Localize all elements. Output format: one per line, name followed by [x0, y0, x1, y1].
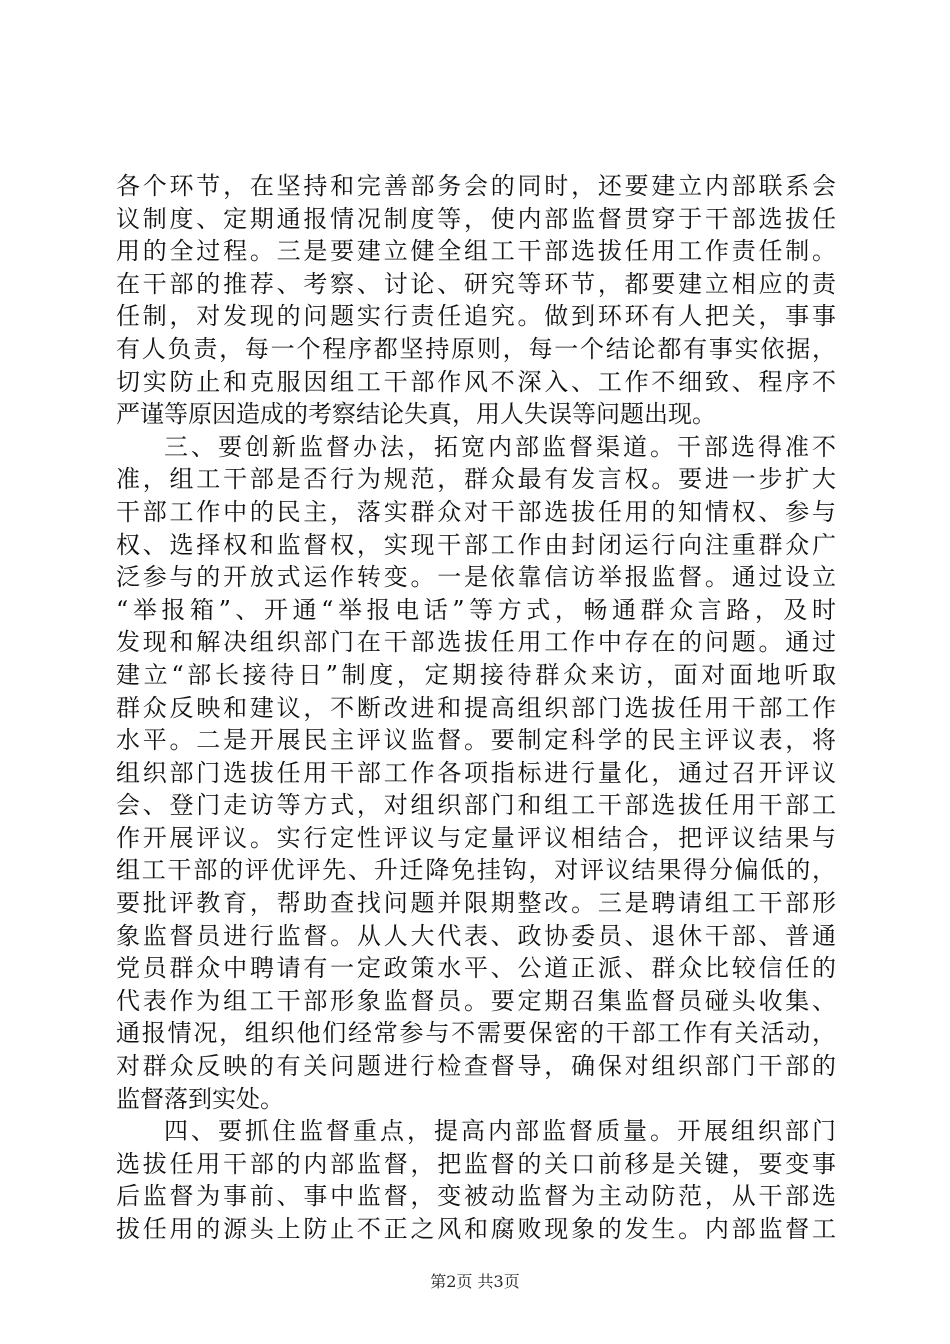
text-line: 代表作为组工干部形象监督员。要定期召集监督员碰头收集、: [116, 986, 836, 1015]
text-line: 通报情况，组织他们经常参与不需要保密的干部工作有关活动，: [116, 1019, 836, 1048]
text-line: 建立“部长接待日”制度，定期接待群众来访，面对面地听取: [116, 660, 836, 689]
text-line: 任制，对发现的问题实行责任追究。做到环环有人把关，事事: [116, 302, 836, 331]
text-line: 在干部的推荐、考察、讨论、研究等环节，都要建立相应的责: [116, 269, 836, 298]
text-line: 组工干部的评优评先、升迁降免挂钩，对评议结果得分偏低的，: [116, 856, 836, 885]
text-line: 准，组工干部是否行为规范，群众最有发言权。要进一步扩大: [116, 465, 836, 494]
text-line: 党员群众中聘请有一定政策水平、公道正派、群众比较信任的: [116, 954, 836, 983]
text-line: 后监督为事前、事中监督，变被动监督为主动防范，从干部选: [116, 1182, 836, 1211]
text-line: 群众反映和建议，不断改进和提高组织部门选拔任用干部工作: [116, 693, 836, 722]
text-line: 泛参与的开放式运作转变。一是依靠信访举报监督。通过设立: [116, 563, 836, 592]
text-line: 选拔任用干部的内部监督，把监督的关口前移是关键，要变事: [116, 1149, 836, 1178]
text-line: 切实防止和克服因组工干部作风不深入、工作不细致、程序不: [116, 367, 836, 396]
text-line: 拔任用的源头上防止不正之风和腐败现象的发生。内部监督工: [116, 1215, 836, 1243]
text-line: 监督落到实处。: [116, 1084, 284, 1113]
text-line: 严谨等原因造成的考察结论失真，用人失误等问题出现。: [116, 400, 716, 429]
text-line: 各个环节，在坚持和完善部务会的同时，还要建立内部联系会: [116, 172, 836, 200]
text-line: 组织部门选拔任用干部工作各项指标进行量化，通过召开评议: [116, 758, 836, 787]
text-line: 对群众反映的有关问题进行检查督导，确保对组织部门干部的: [116, 1052, 836, 1081]
text-line: 权、选择权和监督权，实现干部工作由封闭运行向注重群众广: [116, 530, 836, 559]
document-body: [116, 170, 836, 1246]
text-line: “举报箱”、开通“举报电话”等方式，畅通群众言路，及时: [116, 595, 836, 624]
paragraph-start-line: 三、要创新监督办法，拓宽内部监督渠道。干部选得准不: [164, 432, 836, 461]
text-line: 要批评教育，帮助查找问题并限期整改。三是聘请组工干部形: [116, 889, 836, 918]
text-line: 用的全过程。三是要建立健全组工干部选拔任用工作责任制。: [116, 237, 836, 266]
text-line: 干部工作中的民主，落实群众对干部选拔任用的知情权、参与: [116, 497, 836, 526]
text-line: 发现和解决组织部门在干部选拔任用工作中存在的问题。通过: [116, 628, 836, 657]
page-number-footer: 第2页 共3页: [430, 1272, 520, 1291]
text-line: 作开展评议。实行定性评议与定量评议相结合，把评议结果与: [116, 823, 836, 852]
text-line: 有人负责，每一个程序都坚持原则，每一个结论都有事实依据，: [116, 334, 836, 363]
text-line: 象监督员进行监督。从人大代表、政协委员、退休干部、普通: [116, 921, 836, 950]
text-line: 议制度、定期通报情况制度等，使内部监督贯穿于干部选拔任: [116, 204, 836, 233]
text-line: 会、登门走访等方式，对组织部门和组工干部选拔任用干部工: [116, 791, 836, 820]
paragraph-start-line: 四、要抓住监督重点，提高内部监督质量。开展组织部门: [164, 1117, 836, 1146]
text-line: 水平。二是开展民主评议监督。要制定科学的民主评议表，将: [116, 726, 836, 755]
